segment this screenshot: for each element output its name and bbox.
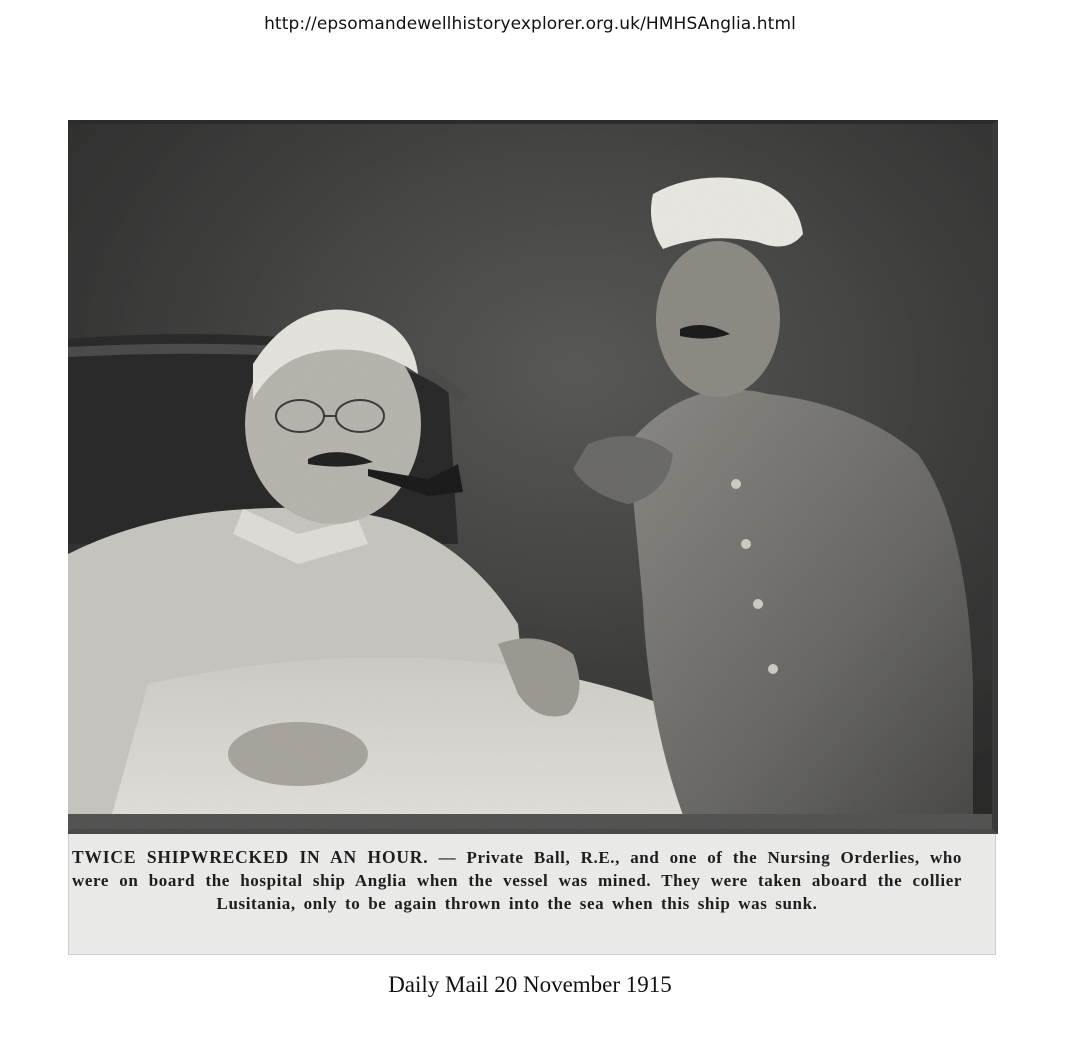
newspaper-photograph xyxy=(68,120,998,834)
source-url: http://epsomandewellhistoryexplorer.org.uk/HMHSAnglia.html xyxy=(264,14,796,34)
photograph-illustration xyxy=(68,124,992,829)
caption-headline: TWICE SHIPWRECKED IN AN HOUR. xyxy=(72,847,429,867)
caption-body: — Private Ball, R.E., and one of the Nursing Orderlies, who were on board the hospital ship Anglia when the vessel was mined. They were taken aboard the collier Lusitania, only to be again thrown into the sea when this ship was sunk. xyxy=(72,848,962,913)
photo-caption xyxy=(72,846,962,915)
newspaper-clipping xyxy=(68,120,996,955)
source-citation: Daily Mail 20 November 1915 xyxy=(388,972,672,997)
